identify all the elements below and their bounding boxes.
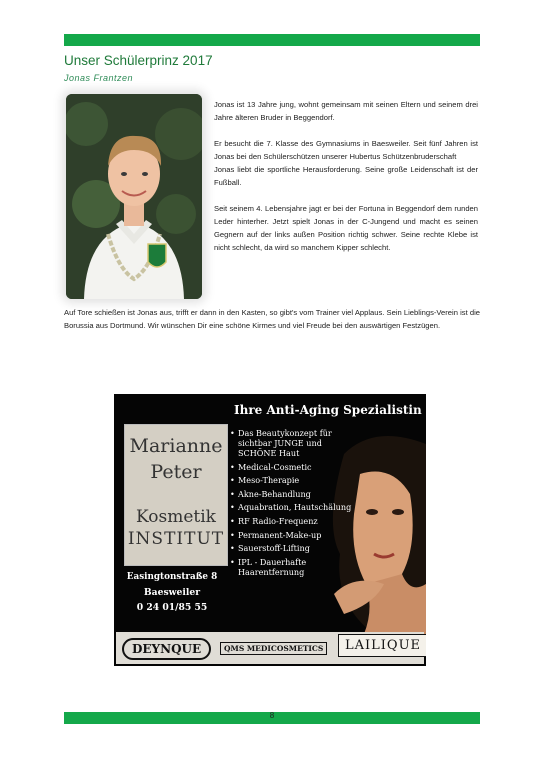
- ad-street: Easingtonstraße 8: [126, 572, 218, 582]
- brand-logo-qms: QMS MEDICOSMETICS: [220, 642, 327, 655]
- sign-kosmetik: Kosmetik: [136, 507, 216, 527]
- brand-logo-lailique: LAILIQUE: [338, 634, 426, 657]
- ad-service-item: • Meso-Therapie: [230, 475, 360, 485]
- portrait-illustration: [66, 94, 202, 299]
- article-right-column: [214, 98, 478, 267]
- ad-service-item: • Akne-Behandlung: [230, 489, 360, 499]
- ad-services-list: [230, 428, 360, 580]
- page-number: 8: [269, 711, 275, 720]
- article-bottom-paragraph: Auf Tore schießen ist Jonas aus, trifft er dann in den Kasten, so gibt's vom Trainer viel Applaus. Sein Lieblings-Verein ist die Borussia aus Dortmund. Wir wünschen Dir eine schöne Kirmes und viel Freude bei den auswärtigen Festzügen.: [64, 308, 480, 331]
- ad-service-item: • Das Beautykonzept für sichtbar JUNGE und SCHÖNE Haut: [230, 428, 360, 458]
- article-paragraph: Jonas ist 13 Jahre jung, wohnt gemeinsam mit seinen Eltern und seinem drei Jahre älteren Bruder in Beggendorf.: [214, 100, 478, 122]
- article-paragraph: Er besucht die 7. Klasse des Gymnasiums in Baesweiler. Seit fünf Jahren ist Jonas bei den Schülerschützen unserer Hubertus Schützenbruderschaft: [214, 139, 478, 161]
- sign-name-last: Peter: [150, 461, 202, 483]
- brand-logo-deynque: DEYNQUE: [122, 638, 211, 660]
- page-title: Unser Schülerprinz 2017: [64, 53, 213, 68]
- ad-service-item: • IPL - Dauerhafte Haarentfernung: [230, 557, 360, 577]
- ad-phone: 0 24 01/85 55: [136, 602, 208, 613]
- ad-service-item: • Aquabration, Hautschälung: [230, 502, 360, 512]
- sign-institut: INSTITUT: [127, 529, 225, 549]
- page-subtitle: Jonas Frantzen: [64, 73, 134, 83]
- advertisement: [114, 394, 426, 666]
- ad-service-item: • Sauerstoff-Lifting: [230, 543, 360, 553]
- portrait-photo: [66, 94, 202, 299]
- article-paragraph: Jonas liebt die sportliche Herausforderung. Seine große Leidenschaft ist der Fußball.: [214, 165, 478, 187]
- sign-name-first: Marianne: [129, 435, 223, 457]
- ad-service-item: • RF Radio-Frequenz: [230, 516, 360, 526]
- article-paragraph: Seit seinem 4. Lebensjahre jagt er bei der Fortuna in Beggendorf dem runden Leder hinterher. Jetzt spielt Jonas in der C-Jungend und macht es seinen Gegnern auf der links außen Position richtig schwer. Seine rechte Klebe ist nicht schlecht, da wird so manchem Kipper schlecht.: [214, 204, 478, 252]
- bottom-green-bar: [64, 712, 480, 724]
- ad-service-item: • Medical-Cosmetic: [230, 462, 360, 472]
- top-green-bar: [64, 34, 480, 46]
- ad-headline: Ihre Anti-Aging Spezialistin: [234, 403, 422, 417]
- institute-sign: [124, 424, 228, 566]
- ad-service-item: • Permanent-Make-up: [230, 530, 360, 540]
- brand-logo-strip: [116, 632, 424, 664]
- ad-city: Baesweiler: [143, 587, 201, 598]
